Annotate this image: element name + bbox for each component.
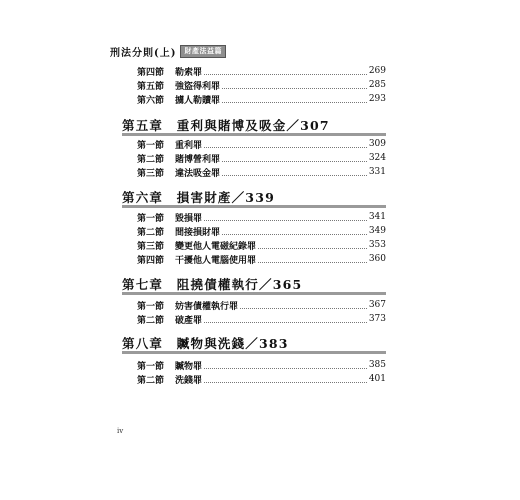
section-number: 第一節	[137, 213, 165, 224]
section-title: 妨害債權執行罪	[175, 301, 239, 312]
toc-entry[interactable]	[137, 358, 386, 372]
section-number: 第五節	[137, 81, 165, 92]
dot-leader	[204, 382, 367, 383]
dot-leader	[222, 102, 367, 103]
section-title: 洗錢罪	[175, 375, 203, 386]
toc-entry[interactable]	[137, 372, 386, 386]
dot-leader	[204, 322, 367, 323]
toc-entry[interactable]	[137, 210, 386, 224]
dot-leader	[222, 88, 367, 89]
toc-entry[interactable]	[137, 151, 386, 165]
section-number: 第三節	[137, 168, 165, 179]
section-number: 第四節	[137, 255, 165, 266]
chapter-underline	[122, 205, 386, 208]
section-title: 違法吸金罪	[175, 168, 221, 179]
toc-entry[interactable]	[137, 165, 386, 179]
section-number: 第二節	[137, 315, 165, 326]
chapter-underline	[122, 133, 386, 136]
toc-entry[interactable]	[137, 78, 386, 92]
section-title: 毀損罪	[175, 213, 203, 224]
dot-leader	[204, 147, 367, 148]
chapter-title: 第五章 重利與賭博及吸金／307	[122, 118, 330, 133]
page-number: 309	[368, 139, 386, 149]
section-number: 第一節	[137, 140, 165, 151]
section-number: 第六節	[137, 95, 165, 106]
dot-leader	[258, 262, 367, 263]
dot-leader	[240, 308, 367, 309]
dot-leader	[222, 234, 367, 235]
toc-entry[interactable]	[137, 224, 386, 238]
toc-entry[interactable]	[137, 252, 386, 266]
chapter-heading[interactable]	[122, 116, 386, 136]
section-number: 第一節	[137, 301, 165, 312]
page-number: 373	[368, 314, 386, 324]
page-number: 401	[368, 374, 386, 384]
chapter-heading[interactable]	[122, 188, 386, 208]
toc-entry[interactable]	[137, 137, 386, 151]
page-number: 293	[368, 94, 386, 104]
folio-page-number: iv	[117, 427, 124, 435]
section-title: 重利罪	[175, 140, 203, 151]
page-number: 269	[368, 66, 386, 76]
chapter-underline	[122, 351, 386, 354]
section-number: 第四節	[137, 67, 165, 78]
section-number: 第二節	[137, 154, 165, 165]
page-number: 367	[368, 300, 386, 310]
section-title: 破產罪	[175, 315, 203, 326]
chapter-underline	[122, 292, 386, 295]
dot-leader	[222, 161, 367, 162]
section-number: 第三節	[137, 241, 165, 252]
section-number: 第二節	[137, 375, 165, 386]
toc-entry[interactable]	[137, 312, 386, 326]
page-number: 353	[368, 240, 386, 250]
section-title: 干擾他人電腦使用罪	[175, 255, 257, 266]
section-title: 賭博營利罪	[175, 154, 221, 165]
chapter-heading[interactable]	[122, 334, 386, 354]
section-number: 第一節	[137, 361, 165, 372]
section-title: 強盜得利罪	[175, 81, 221, 92]
chapter-title: 第八章 贓物與洗錢／383	[122, 336, 289, 351]
dot-leader	[204, 368, 367, 369]
chapter-heading[interactable]	[122, 275, 386, 295]
toc-entry[interactable]	[137, 238, 386, 252]
dot-leader	[204, 74, 367, 75]
section-title: 間接損財罪	[175, 227, 221, 238]
section-number: 第二節	[137, 227, 165, 238]
page-number: 341	[368, 212, 386, 222]
chapter-title: 第七章 阻撓債權執行／365	[122, 277, 303, 292]
dot-leader	[204, 220, 367, 221]
dot-leader	[222, 175, 367, 176]
dot-leader	[258, 248, 367, 249]
section-title: 勒索罪	[175, 67, 203, 78]
page-number: 324	[368, 153, 386, 163]
toc-entry[interactable]	[137, 64, 386, 78]
page-number: 385	[368, 360, 386, 370]
volume-tag: 財產法益篇	[180, 45, 226, 58]
chapter-title: 第六章 損害財產／339	[122, 190, 275, 205]
toc-entry[interactable]	[137, 298, 386, 312]
page-number: 349	[368, 226, 386, 236]
page-number: 331	[368, 167, 386, 177]
book-title: 刑法分則(上)	[110, 47, 177, 59]
section-title: 贓物罪	[175, 361, 203, 372]
page-number: 285	[368, 80, 386, 90]
section-title: 擄人勒贖罪	[175, 95, 221, 106]
page-number: 360	[368, 254, 386, 264]
toc-entry[interactable]	[137, 92, 386, 106]
section-title: 變更他人電磁紀錄罪	[175, 241, 257, 252]
